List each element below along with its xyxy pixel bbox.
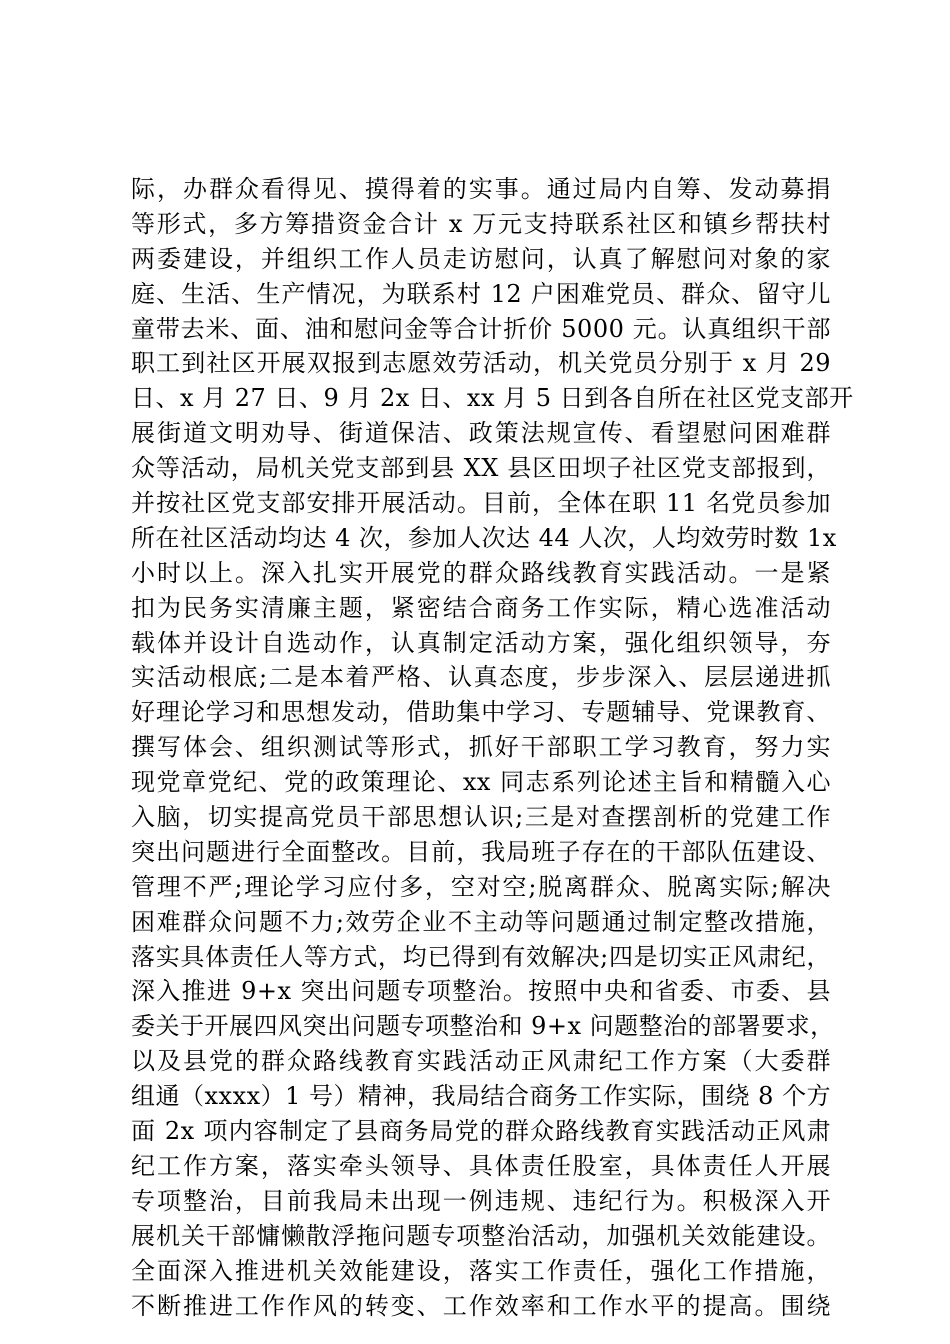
text-line: 入脑，切实提高党员干部思想认识;三是对查摆剖析的党建工作 — [131, 803, 831, 832]
text-line: 展街道文明劝导、街道保洁、政策法规宣传、看望慰问困难群 — [131, 419, 831, 448]
text-line: 众等活动，局机关党支部到县 XX 县区田坝子社区党支部报到， — [131, 454, 831, 483]
text-line: 等形式，多方筹措资金合计 x 万元支持联系社区和镇乡帮扶村 — [131, 209, 831, 238]
text-line: 日、x 月 27 日、9 月 2x 日、xx 月 5 日到各自所在社区党支部开 — [131, 384, 854, 413]
text-line: 专项整治，目前我局未出现一例违规、违纪行为。积极深入开 — [131, 1186, 831, 1215]
text-line: 好理论学习和思想发动，借助集中学习、专题辅导、党课教育、 — [131, 698, 831, 727]
text-line: 实活动根底;二是本着严格、认真态度，步步深入、层层递进抓 — [131, 663, 831, 692]
text-line: 落实具体责任人等方式，均已得到有效解决;四是切实正风肃纪， — [131, 942, 831, 971]
text-line: 组通（xxxx）1 号）精神，我局结合商务工作实际，围绕 8 个方 — [131, 1082, 832, 1111]
text-line: 两委建设，并组织工作人员走访慰问，认真了解慰问对象的家 — [131, 244, 831, 273]
text-line: 全面深入推进机关效能建设，落实工作责任，强化工作措施， — [131, 1256, 831, 1285]
text-line: 委关于开展四风突出问题专项整治和 9+x 问题整治的部署要求， — [131, 1012, 835, 1041]
text-line: 并按社区党支部安排开展活动。目前，全体在职 11 名党员参加 — [131, 489, 831, 518]
text-line: 现党章党纪、党的政策理论、xx 同志系列论述主旨和精髓入心 — [131, 768, 831, 797]
text-line: 面 2x 项内容制定了县商务局党的群众路线教育实践活动正风肃 — [131, 1117, 831, 1146]
text-line: 童带去米、面、油和慰问金等合计折价 5000 元。认真组织干部 — [131, 314, 831, 343]
text-line: 纪工作方案，落实牵头领导、具体责任股室，具体责任人开展 — [131, 1151, 831, 1180]
text-line: 际，办群众看得见、摸得着的实事。通过局内自筹、发动募捐 — [131, 175, 831, 203]
text-line: 管理不严;理论学习应付多，空对空;脱离群众、脱离实际;解决 — [131, 872, 831, 901]
text-line: 职工到社区开展双报到志愿效劳活动，机关党员分别于 x 月 29 — [131, 349, 831, 378]
text-line: 扣为民务实清廉主题，紧密结合商务工作实际，精心选准活动 — [131, 593, 831, 622]
body-paragraph — [131, 172, 854, 1323]
text-line: 突出问题进行全面整改。目前，我局班子存在的干部队伍建设、 — [131, 837, 831, 866]
text-line: 深入推进 9+x 突出问题专项整治。按照中央和省委、市委、县 — [131, 977, 831, 1006]
text-line: 展机关干部慵懒散浮拖问题专项整治活动，加强机关效能建设。 — [131, 1221, 831, 1250]
text-line: 不断推进工作作风的转变、工作效率和工作水平的提高。围绕 — [131, 1291, 831, 1320]
text-line: 撰写体会、组织测试等形式，抓好干部职工学习教育，努力实 — [131, 733, 831, 762]
text-line: 小时以上。深入扎实开展党的群众路线教育实践活动。一是紧 — [131, 558, 831, 587]
text-line: 以及县党的群众路线教育实践活动正风肃纪工作方案（大委群 — [131, 1047, 831, 1076]
text-line: 庭、生活、生产情况，为联系村 12 户困难党员、群众、留守儿 — [131, 279, 831, 308]
text-line: 困难群众问题不力;效劳企业不主动等问题通过制定整改措施， — [131, 907, 831, 936]
text-line: 所在社区活动均达 4 次，参加人次达 44 人次，人均效劳时数 1x — [131, 523, 837, 552]
text-line: 载体并设计自选动作，认真制定活动方案，强化组织领导，夯 — [131, 628, 831, 657]
